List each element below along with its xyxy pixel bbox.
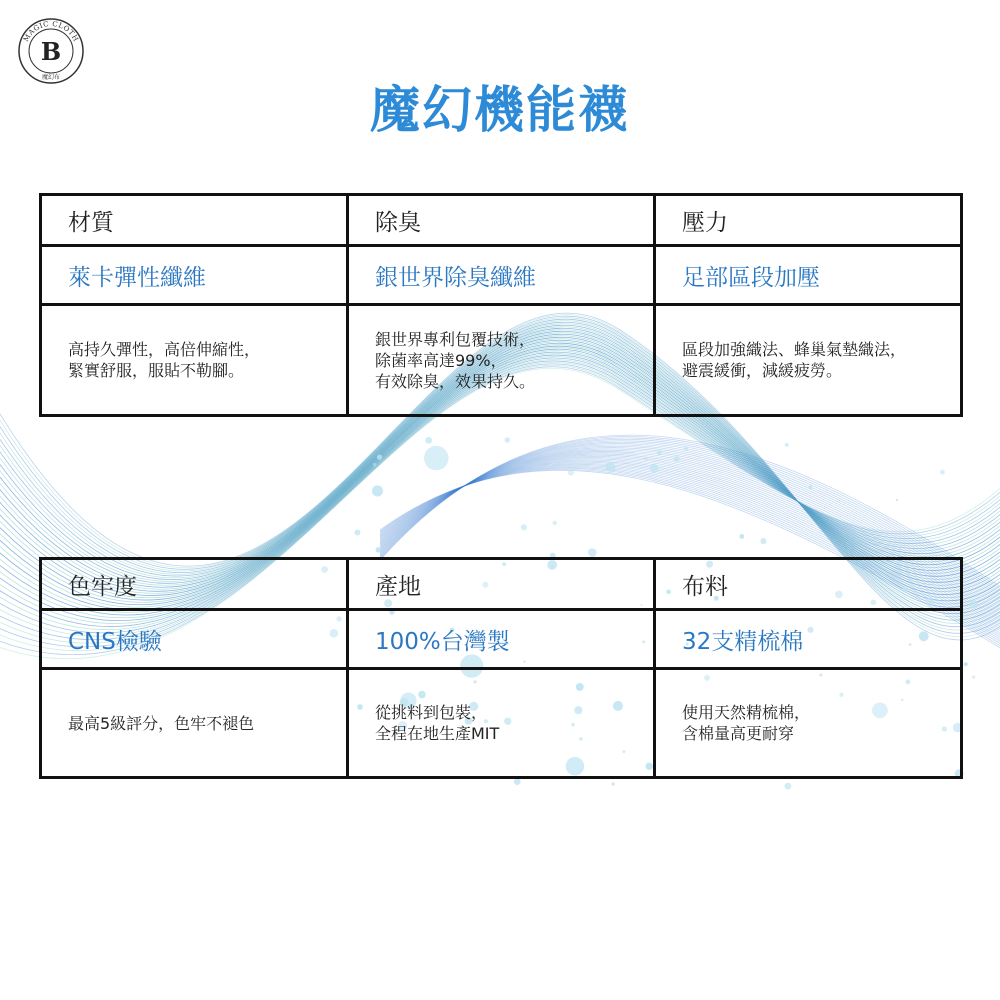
highlight-row [41, 610, 962, 669]
description-cell-deodorize: 銀世界專利包覆技術， 除菌率高達99%， 有效除臭，效果持久。 [348, 305, 655, 416]
bubble [588, 548, 597, 557]
svg-text:魔幻布: 魔幻布 [41, 74, 61, 81]
bubble [657, 450, 662, 455]
bubble [972, 676, 975, 679]
bubble [424, 446, 449, 471]
bubble [376, 547, 381, 552]
description-row [41, 305, 962, 416]
bubble [650, 464, 659, 473]
bubble [611, 782, 615, 786]
bubble [521, 524, 527, 530]
header-cell-fabric: 布料 [655, 559, 962, 610]
bubble [377, 455, 382, 460]
description-cell-fabric: 使用天然精梳棉， 含棉量高更耐穿 [655, 669, 962, 778]
highlight-cell-deodorize: 銀世界除臭纖維 [348, 246, 655, 305]
bubble [684, 446, 689, 451]
highlight-cell-fabric: 32支精梳棉 [655, 610, 962, 669]
description-cell-material: 高持久彈性，高倍伸縮性， 緊實舒服，服貼不勒腳。 [41, 305, 348, 416]
bubble [964, 662, 968, 666]
bubble [896, 499, 898, 501]
bubble [969, 600, 978, 609]
bubble [568, 469, 574, 475]
bubble [940, 470, 945, 475]
highlight-cell-pressure: 足部區段加壓 [655, 246, 962, 305]
spec-table-1 [39, 193, 963, 417]
header-cell-colorfastness: 色牢度 [41, 559, 348, 610]
bubble [514, 778, 521, 785]
bubble [760, 538, 766, 544]
highlight-row [41, 246, 962, 305]
header-row [41, 195, 962, 246]
svg-text:MAGIC CLOTH: MAGIC CLOTH [22, 19, 80, 44]
description-cell-colorfastness: 最高5級評分，色牢不褪色 [41, 669, 348, 778]
svg-text:B: B [40, 37, 62, 66]
page-title: 魔幻機能襪 [370, 81, 630, 139]
bubble [425, 437, 432, 444]
description-cell-pressure: 區段加強織法、蜂巢氣墊織法， 避震緩衝，減緩疲勞。 [655, 305, 962, 416]
header-cell-material: 材質 [41, 195, 348, 246]
bubble [606, 462, 616, 472]
bubble [373, 463, 376, 466]
bubble [505, 437, 511, 443]
highlight-cell-origin: 100%台灣製 [348, 610, 655, 669]
header-cell-deodorize: 除臭 [348, 195, 655, 246]
header-cell-pressure: 壓力 [655, 195, 962, 246]
spec-table-2 [39, 557, 963, 779]
bubble [674, 456, 680, 462]
bubble [784, 783, 791, 790]
bubble [808, 485, 812, 489]
highlight-cell-colorfastness: CNS檢驗 [41, 610, 348, 669]
bubble [553, 521, 557, 525]
bubble [372, 485, 383, 496]
description-row [41, 669, 962, 778]
header-row [41, 559, 962, 610]
bubble [739, 534, 744, 539]
bubble [354, 529, 360, 535]
bubble [785, 443, 789, 447]
highlight-cell-material: 萊卡彈性纖維 [41, 246, 348, 305]
header-cell-origin: 產地 [348, 559, 655, 610]
bubble [644, 457, 648, 461]
description-cell-origin: 從挑料到包裝， 全程在地生產MIT [348, 669, 655, 778]
